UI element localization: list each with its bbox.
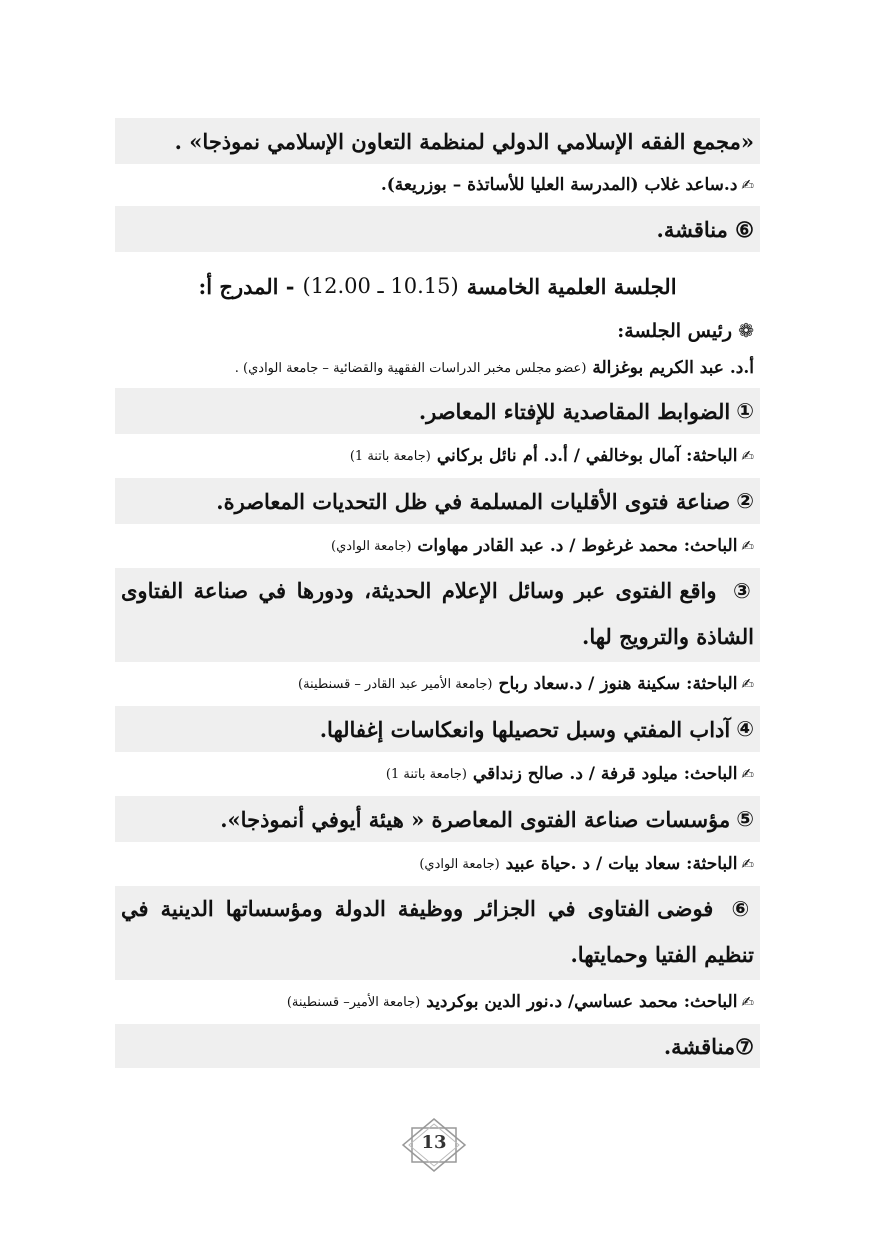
paper-researchers: ✍ الباحث: محمد عساسي/ د.نور الدين بوكرديد (جامعة الأمير– قسنطينة) [286,992,754,1012]
paper-researchers: ✍ الباحثة: سكينة هنوز / د.سعاد رباح (جامعة الأمير عبد القادر – قسنطينة) [298,674,754,694]
session-title: الجلسة العلمية الخامسة [466,273,677,299]
paper-researchers: ✍ الباحثة: آمال بوخالفي / أ.د. أم نائل بركاني (جامعة باتنة 1) [349,446,754,466]
pen-icon: ✍ [741,675,754,693]
session-heading [115,252,760,314]
paper-title: ② صناعة فتوى الأقليات المسلمة في ظل التحديات المعاصرة. [115,478,760,524]
pen-icon: ✍ [741,855,754,873]
paper-title: ① الضوابط المقاصدية للإفتاء المعاصر. [115,388,760,434]
paper-title: ③ واقع الفتوى عبر وسائل الإعلام الحديثة، ودورها في صناعة الفتاوى الشاذة والترويج لها. [115,568,760,662]
page-number-badge [401,1117,467,1173]
paper-title: ④ آداب المفتي وسبل تحصيلها وانعكاسات إغفالها. [115,706,760,752]
session-chair-name: أ.د. عبد الكريم بوغزالة (عضو مجلس مخبر الدراسات الفقهية والقضائية – جامعة الوادي) . [234,358,754,378]
program-page [115,118,760,1068]
top-title-line: «مجمع الفقه الإسلامي الدولي لمنظمة التعاون الإسلامي نموذجا» . [115,118,760,164]
session-time: (10.15 ـ 12.00) [302,274,459,298]
paper-researchers: ✍ الباحث: ميلود قرفة / د. صالح زنداقي (جامعة باتنة 1) [385,764,754,784]
paper-researchers: ✍ الباحث: محمد غرغوط / د. عبد القادر مهاوات (جامعة الوادي) [331,536,754,556]
paper-researchers: ✍ الباحثة: سعاد بيات / د .حياة عبيد (جامعة الوادي) [419,854,754,874]
flower-icon: ❁ [738,320,754,342]
pen-icon: ✍ [741,537,754,555]
paper-title: ⑤ مؤسسات صناعة الفتوى المعاصرة « هيئة أيوفي أنموذجا». [115,796,760,842]
top-discussion: ⑥ مناقشة. [115,206,760,252]
pen-icon: ✍ [741,176,754,194]
session-hall: - المدرج أ: [198,273,295,299]
paper-title: ⑥ فوضى الفتاوى في الجزائر ووظيفة الدولة ومؤسساتها الدينية في تنظيم الفتيا وحمايتها. [115,886,760,980]
final-discussion: ⑦مناقشة. [115,1024,760,1068]
pen-icon: ✍ [741,765,754,783]
session-chair-label: ❁ رئيس الجلسة: [617,320,754,342]
page-number: 13 [421,1132,447,1153]
pen-icon: ✍ [741,447,754,465]
top-researcher-line: ✍ د.ساعد غلاب (المدرسة العليا للأساتذة – بوزريعة). [380,175,754,195]
pen-icon: ✍ [741,993,754,1011]
